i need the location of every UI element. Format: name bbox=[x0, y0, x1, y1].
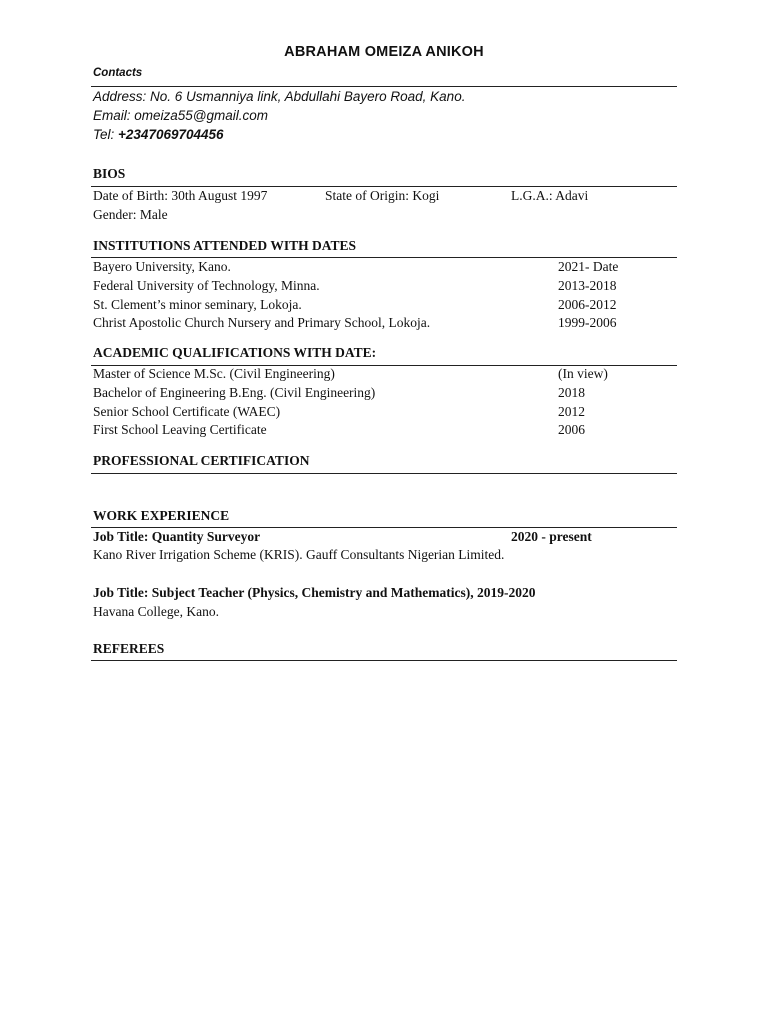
institution-dates: 2021- Date bbox=[558, 259, 619, 274]
qualification-date: 2012 bbox=[558, 404, 585, 419]
cv-name: ABRAHAM OMEIZA ANIKOH bbox=[284, 44, 484, 60]
work-divider bbox=[91, 527, 677, 528]
institutions-divider bbox=[91, 257, 677, 258]
bios-heading: BIOS bbox=[93, 166, 126, 181]
contact-address: Address: No. 6 Usmanniya link, Abdullahi Bayero Road, Kano. bbox=[93, 89, 466, 104]
contacts-label: Contacts bbox=[93, 67, 143, 79]
job-organization: Havana College, Kano. bbox=[93, 604, 219, 619]
job-title: Job Title: Quantity Surveyor bbox=[93, 529, 261, 544]
tel-value: +2347069704456 bbox=[118, 127, 224, 142]
job-date: 2020 - present bbox=[511, 529, 592, 544]
bios-row-1 bbox=[93, 188, 677, 204]
contacts-divider bbox=[91, 86, 677, 87]
institution-name: St. Clement’s minor seminary, Lokoja. bbox=[93, 297, 302, 312]
qualification-name: First School Leaving Certificate bbox=[93, 422, 267, 437]
qualification-name: Senior School Certificate (WAEC) bbox=[93, 404, 281, 419]
institutions-heading: INSTITUTIONS ATTENDED WITH DATES bbox=[93, 238, 356, 253]
work-heading: WORK EXPERIENCE bbox=[93, 508, 230, 523]
institution-name: Bayero University, Kano. bbox=[93, 259, 231, 274]
certification-heading: PROFESSIONAL CERTIFICATION bbox=[93, 453, 310, 468]
qualifications-heading: ACADEMIC QUALIFICATIONS WITH DATE: bbox=[93, 345, 377, 360]
institution-dates: 1999-2006 bbox=[558, 315, 617, 330]
bios-gender: Gender: Male bbox=[93, 207, 168, 222]
institution-name: Federal University of Technology, Minna. bbox=[93, 278, 320, 293]
job-organization: Kano River Irrigation Scheme (KRIS). Gauff Consultants Nigerian Limited. bbox=[93, 547, 505, 562]
institution-dates: 2013-2018 bbox=[558, 278, 617, 293]
bios-divider bbox=[91, 186, 677, 187]
qualification-date: 2006 bbox=[558, 422, 585, 437]
bios-origin: State of Origin: Kogi bbox=[325, 188, 440, 203]
bios-lga: L.G.A.: Adavi bbox=[511, 188, 589, 203]
bios-dob: Date of Birth: 30th August 1997 bbox=[93, 188, 268, 203]
referees-heading: REFEREES bbox=[93, 641, 165, 656]
qualification-date: 2018 bbox=[558, 385, 585, 400]
referees-divider bbox=[91, 660, 677, 661]
certification-divider bbox=[91, 473, 677, 474]
qualification-date: (In view) bbox=[558, 366, 608, 381]
contact-tel bbox=[93, 127, 224, 142]
qualification-name: Bachelor of Engineering B.Eng. (Civil Engineering) bbox=[93, 385, 376, 400]
qualification-name: Master of Science M.Sc. (Civil Engineering) bbox=[93, 366, 335, 381]
institution-name: Christ Apostolic Church Nursery and Primary School, Lokoja. bbox=[93, 315, 431, 330]
institution-dates: 2006-2012 bbox=[558, 297, 617, 312]
tel-label: Tel: bbox=[93, 127, 119, 142]
contact-email: Email: omeiza55@gmail.com bbox=[93, 108, 269, 123]
job-title: Job Title: Subject Teacher (Physics, Chemistry and Mathematics), 2019-2020 bbox=[93, 585, 536, 600]
